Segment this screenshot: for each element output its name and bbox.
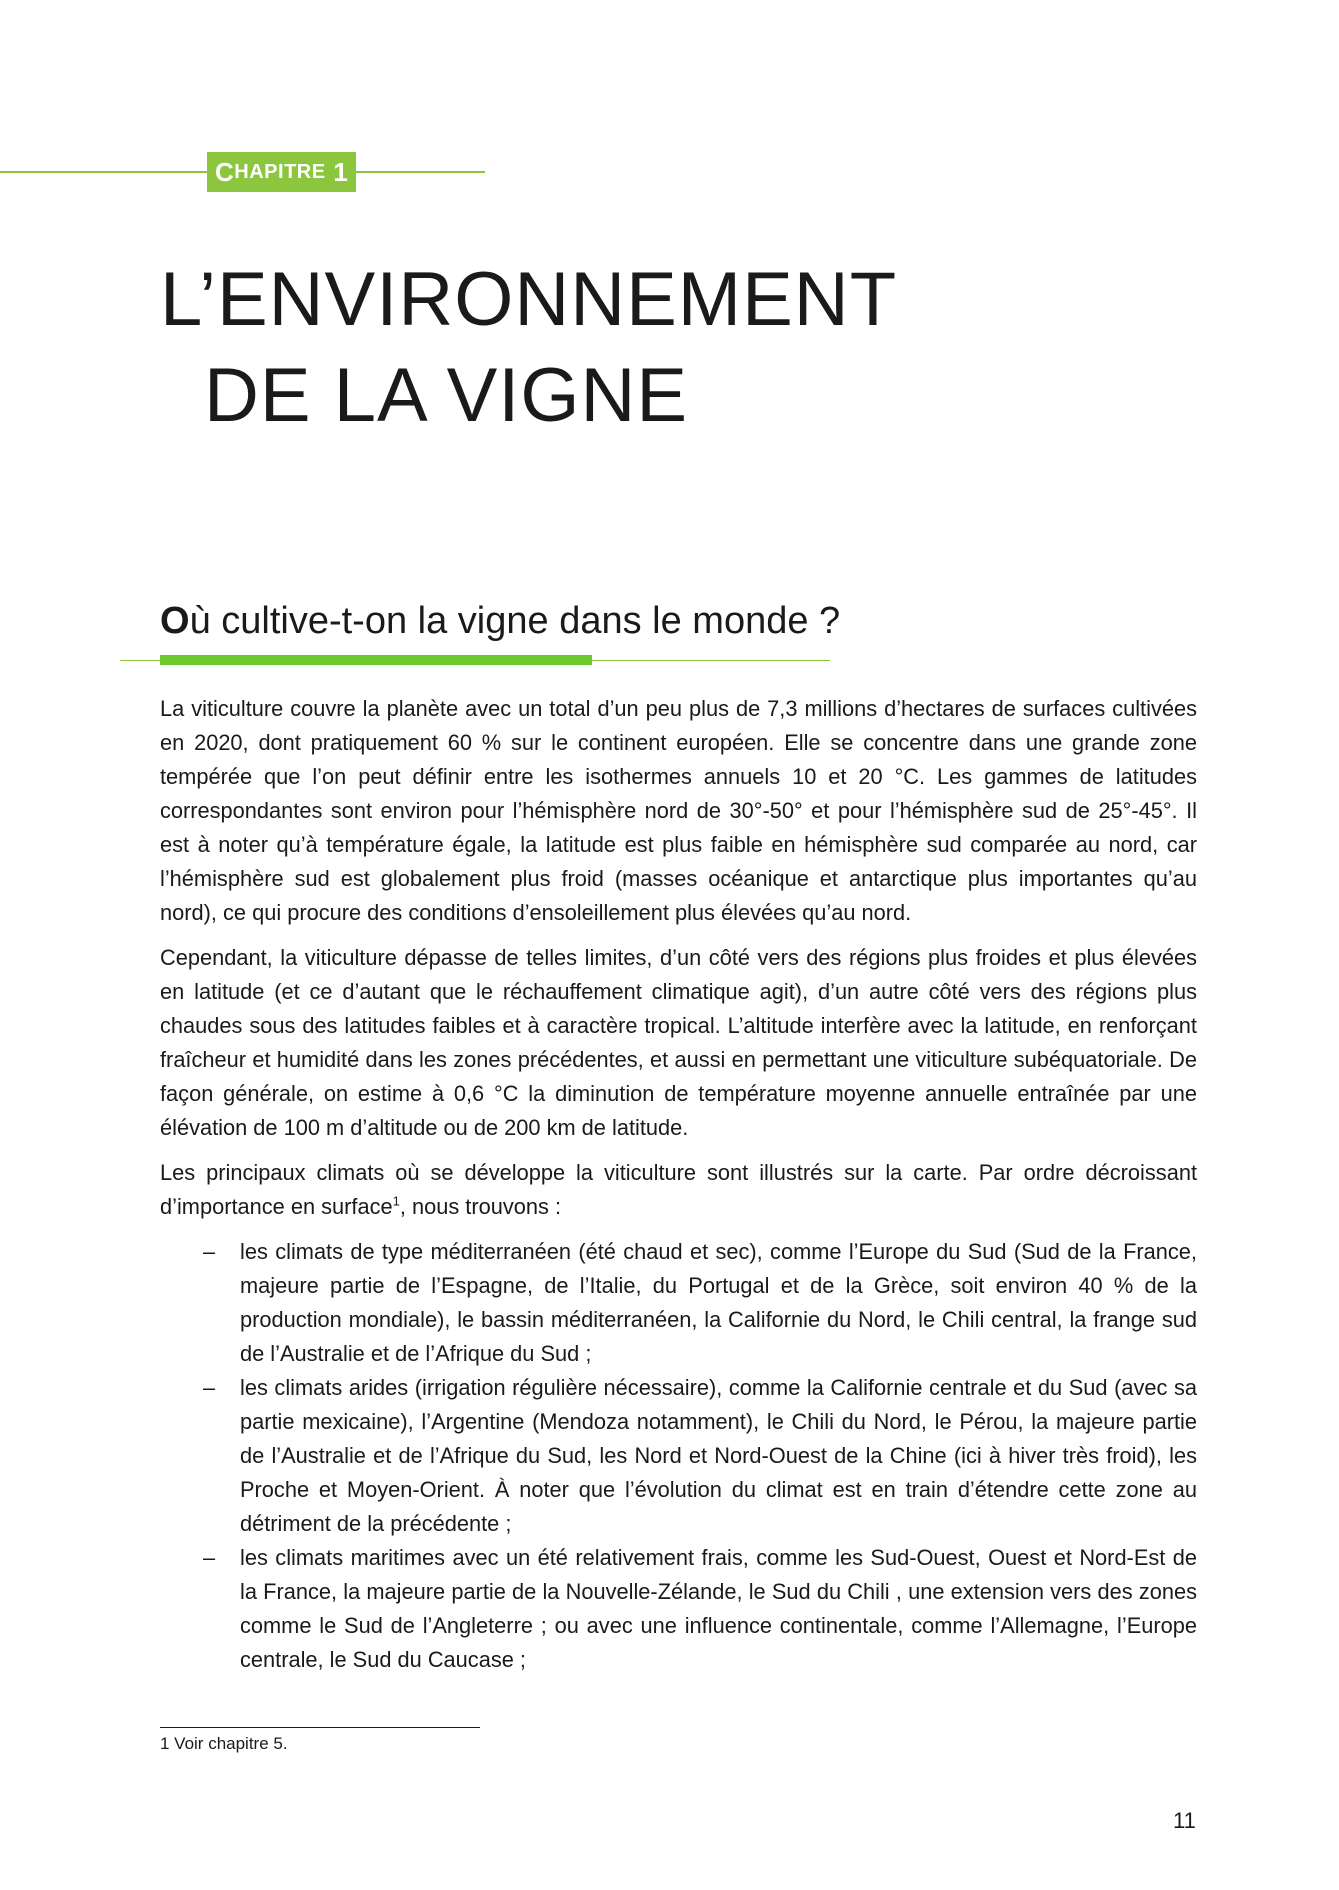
footnote-reference: 1 bbox=[392, 1193, 400, 1209]
list-item-text: les climats de type méditerranéen (été chaud et sec), comme l’Europe du Sud (Sud de la France, majeure partie de l’Espagne, de l’Italie, du Portugal et de la Grèce, soit environ 40 % de la production mondiale), le bassin méditerranéen, la Californie du Nord, le Chili central, la frange sud de l’Australie et de l’Afrique du Sud ; bbox=[240, 1239, 1197, 1366]
list-item-text: les climats arides (irrigation régulière nécessaire), comme la Californie centrale et du Sud (avec sa partie mexicaine), l’Argentine (Mendoza notamment), le Chili du Nord, le Pérou, la majeure partie de l’Australie et de l’Afrique du Sud, les Nord et Nord-Ouest de la Chine (ici à hiver très froid), les Proche et Moyen-Orient. À noter que l’évolution du climat est en train d’étendre cette zone au détriment de la précédente ; bbox=[240, 1375, 1197, 1536]
chapter-label bbox=[207, 152, 356, 192]
chapter-title-line-2: DE LA VIGNE bbox=[204, 353, 689, 438]
paragraph-3-text: Les principaux climats où se développe la viticulture sont illustrés sur la carte. Par ordre décroissant d’importance en surface bbox=[160, 1160, 1197, 1219]
chapter-label-rest: HAPITRE bbox=[234, 160, 326, 183]
list-item-text: les climats maritimes avec un été relativement frais, comme les Sud-Ouest, Ouest et Nord-Est de la France, la majeure partie de la Nouvelle-Zélande, le Sud du Chili , une extension vers des zones comme le Sud de l’Angleterre ; ou avec une influence continentale, comme l’Allemagne, l’Europe centrale, le Sud du Caucase ; bbox=[240, 1545, 1197, 1672]
section-heading-initial: O bbox=[160, 600, 190, 642]
section-heading-rest: ù cultive-t-on la vigne dans le monde ? bbox=[189, 600, 841, 642]
list-dash: – bbox=[203, 1375, 216, 1400]
page-number: 11 bbox=[1173, 1808, 1196, 1833]
body-text bbox=[160, 692, 1197, 1677]
section-heading-bar bbox=[160, 655, 592, 665]
chapter-title-line-1: L’ENVIRONNEMENT bbox=[160, 257, 898, 342]
list-item bbox=[203, 1235, 1197, 1371]
paragraph-1: La viticulture couvre la planète avec un total d’un peu plus de 7,3 millions d’hectares de surfaces cultivées en 2020, dont pratiquement 60 % sur le continent européen. Elle se concentre dans une grande zone tempérée que l’on peut définir entre les isothermes annuels 10 et 20 °C. Les gammes de latitudes correspondantes sont environ pour l’hémisphère nord de 30°-50° et pour l’hémisphère sud de 25°-45°. Il est à noter qu’à température égale, la latitude est plus faible en hémisphère sud comparée au nord, car l’hémisphère sud est globalement plus froid (masses océanique et antarctique plus importantes qu’au nord), ce qui procure des conditions d’ensoleillement plus élevées qu’au nord. bbox=[160, 696, 1197, 925]
chapter-title bbox=[160, 252, 897, 444]
paragraph-3 bbox=[160, 1156, 1197, 1224]
list-dash: – bbox=[203, 1239, 216, 1264]
paragraph-2: Cependant, la viticulture dépasse de telles limites, d’un côté vers des régions plus froides et plus élevées en latitude (et ce d’autant que le réchauffement climatique agit), d’un autre côté vers des régions plus chaudes sous des latitudes faibles et à caractère tropical. L’altitude interfère avec la latitude, en renforçant fraîcheur et humidité dans les zones précédentes, et aussi en permettant une viticulture subéquatoriale. De façon générale, on estime à 0,6 °C la diminution de température moyenne annuelle entraînée par une élévation de 100 m d’altitude ou de 200 km de latitude. bbox=[160, 945, 1197, 1140]
footnote: 1 Voir chapitre 5. bbox=[160, 1734, 288, 1753]
list-item bbox=[203, 1541, 1197, 1677]
chapter-label-initial: C bbox=[215, 156, 235, 187]
list-item bbox=[203, 1371, 1197, 1541]
section-heading bbox=[160, 596, 840, 646]
chapter-number: 1 bbox=[333, 156, 349, 187]
climate-list bbox=[160, 1235, 1197, 1677]
paragraph-3-end: , nous trouvons : bbox=[399, 1194, 562, 1219]
footnote-rule bbox=[160, 1727, 480, 1728]
list-dash: – bbox=[203, 1545, 216, 1570]
